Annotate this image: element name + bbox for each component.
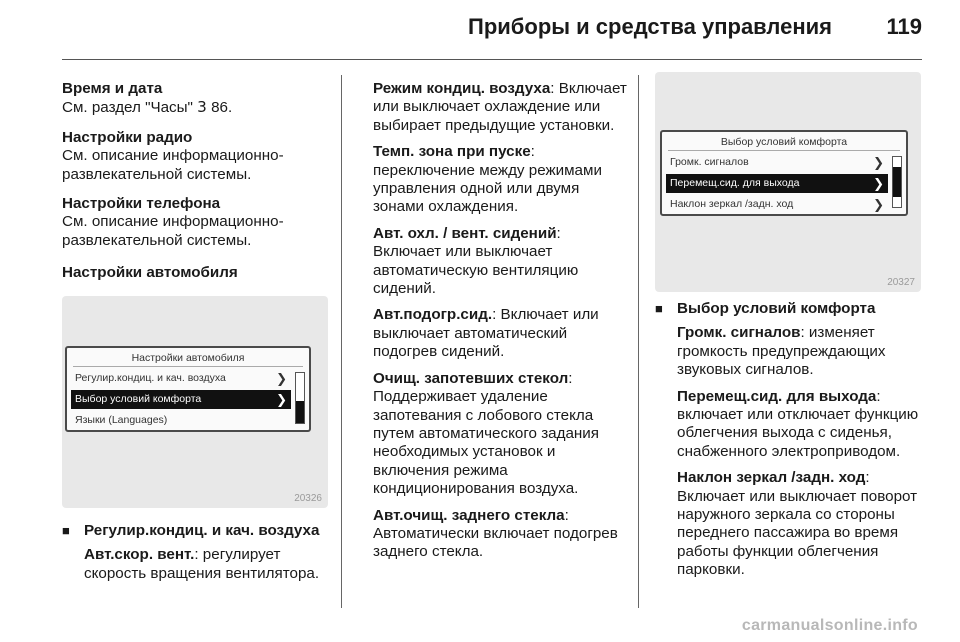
figure-number: 20326 bbox=[294, 493, 322, 504]
time-title: Время и дата bbox=[62, 80, 163, 97]
scrollbar-thumb[interactable] bbox=[296, 401, 304, 424]
phone-title: Настройки телефона bbox=[62, 195, 221, 213]
entry: Авт.очищ. заднего стекла: Автоматически включает подогрев заднего стекла. bbox=[373, 506, 618, 561]
figure-vehicle-settings bbox=[62, 296, 328, 508]
entry: Режим кондиц. воздуха: Включает или выключает охлаждение или выбирает предыдущие установки. bbox=[373, 80, 627, 134]
page-ref-icon: 3 bbox=[197, 98, 207, 117]
bullet-heading: ■ Выбор условий комфорта bbox=[655, 300, 876, 317]
radio-text: См. описание информационно-развлекательной системы. bbox=[62, 147, 284, 183]
menu-item[interactable]: Языки (Languages) bbox=[75, 414, 168, 426]
chevron-right-icon: ❯ bbox=[873, 155, 884, 170]
entry: Очищ. запотевших стекол: Поддерживает удаление запотевания с лобового стекла путем автоматического задания необходимых установок и включения режима кондиционирования воздуха. bbox=[373, 369, 600, 498]
column-divider-1 bbox=[341, 75, 342, 608]
chevron-right-icon: ❯ bbox=[276, 392, 287, 407]
column-3 bbox=[655, 300, 923, 588]
menu-item[interactable]: Наклон зеркал /задн. ход ❯ bbox=[670, 197, 884, 212]
screen-title: Выбор условий комфорта bbox=[668, 132, 900, 151]
time-text: См. раздел "Часы" 3 86. bbox=[62, 98, 233, 117]
menu-item-selected[interactable]: Выбор условий комфорта ❯ bbox=[71, 390, 291, 409]
entry: Наклон зеркал /задн. ход: Включает или выключает поворот наружного зеркала со стороны переднего пассажира во время работы функции облегчения парковки. bbox=[677, 469, 918, 579]
display-screen bbox=[65, 346, 311, 432]
page-title: Приборы и средства управления bbox=[468, 14, 832, 39]
display-screen bbox=[660, 130, 908, 216]
bullet-heading: ■ Регулир.кондиц. и кач. воздуха bbox=[62, 522, 320, 539]
chevron-right-icon: ❯ bbox=[873, 197, 884, 212]
figure-comfort-settings bbox=[655, 72, 921, 292]
menu-item-selected[interactable]: Перемещ.сид. для выхода ❯ bbox=[666, 174, 888, 193]
entry: Темп. зона при пуске: переключение между режимами управления одной или двумя зонами охлаждения. bbox=[373, 143, 602, 216]
menu-item[interactable]: Громк. сигналов ❯ bbox=[670, 155, 884, 170]
entry: Авт. охл. / вент. сидений: Включает или выключает автоматическую вентиляцию сидений. bbox=[373, 224, 579, 298]
menu-item[interactable]: Регулир.кондиц. и кач. воздуха ❯ bbox=[75, 371, 287, 386]
figure-number: 20327 bbox=[887, 277, 915, 288]
watermark: carmanualsonline.info bbox=[741, 617, 918, 634]
entry: Авт.подогр.сид.: Включает или выключает автоматический подогрев сидений. bbox=[373, 306, 599, 361]
column-divider-2 bbox=[638, 75, 639, 608]
vehicle-settings-title: Настройки автомобиля bbox=[62, 264, 238, 282]
scrollbar[interactable] bbox=[295, 372, 305, 424]
radio-title: Настройки радио bbox=[62, 128, 193, 146]
header-divider bbox=[62, 59, 922, 60]
page-number: 119 bbox=[886, 14, 922, 39]
screen-title: Настройки автомобиля bbox=[73, 348, 303, 367]
entry: Громк. сигналов: изменяет громкость предупреждающих звуковых сигналов. bbox=[677, 324, 886, 379]
column-2 bbox=[373, 80, 631, 570]
scrollbar[interactable] bbox=[892, 156, 902, 208]
column-1-lower bbox=[62, 522, 330, 583]
chevron-right-icon: ❯ bbox=[873, 176, 884, 191]
chevron-right-icon: ❯ bbox=[276, 371, 287, 386]
column-1 bbox=[62, 80, 330, 283]
phone-text: См. описание информационно-развлекательной системы. bbox=[62, 213, 284, 249]
scrollbar-thumb[interactable] bbox=[893, 167, 901, 197]
fan-speed-entry: Авт.скор. вент.: регулирует скорость вращения вентилятора. bbox=[84, 546, 320, 582]
entry: Перемещ.сид. для выхода: включает или отключает функцию облегчения выхода с сиденья, снабженного электроприводом. bbox=[677, 387, 919, 460]
